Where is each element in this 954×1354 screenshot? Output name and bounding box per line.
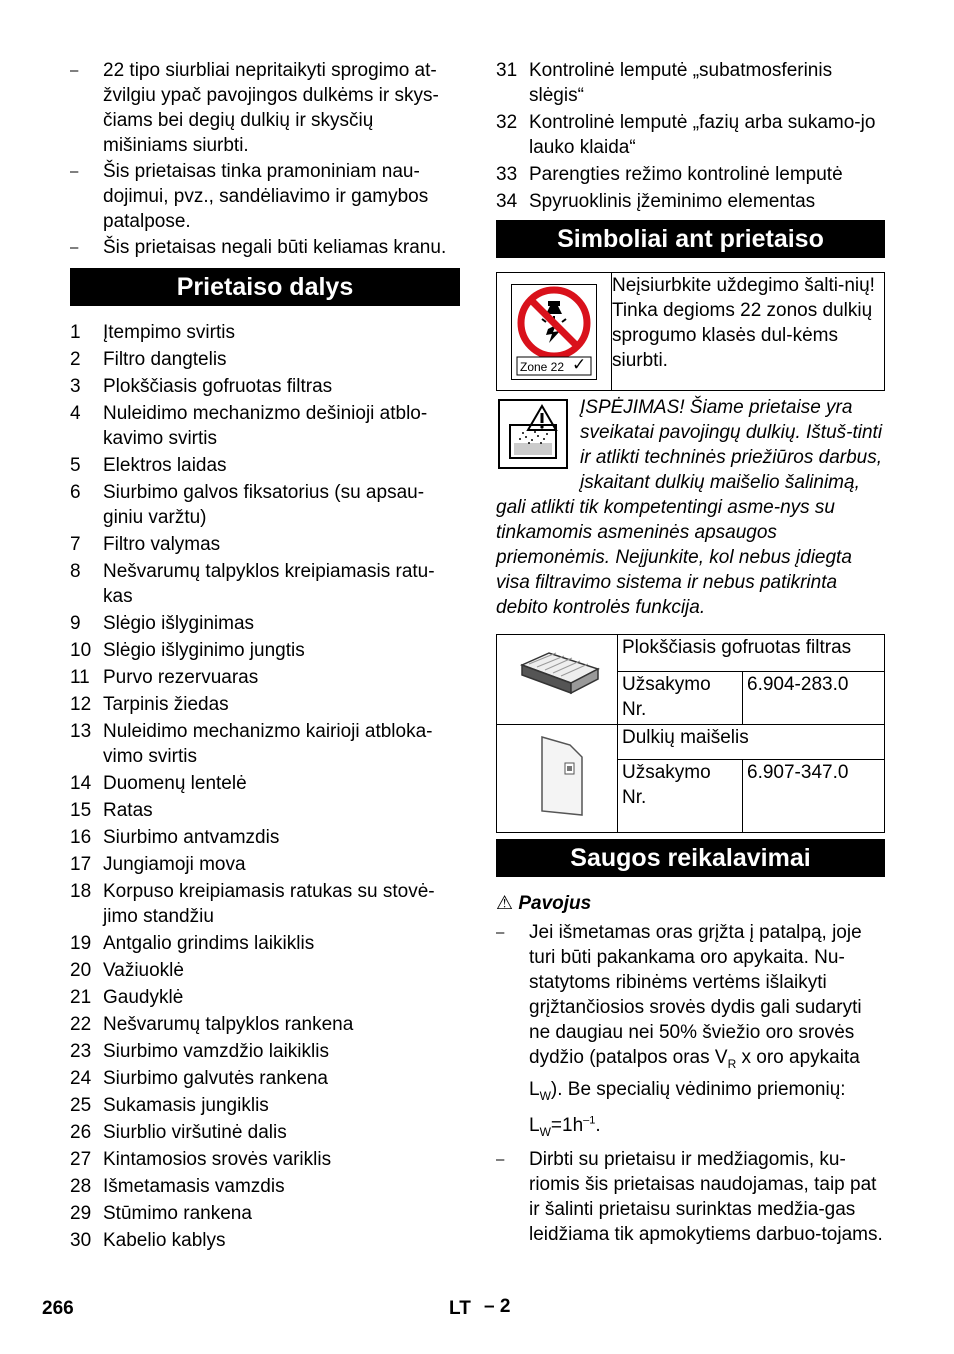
part-label: Siurbimo vamzdžio laikiklis: [103, 1041, 329, 1062]
parts-list-item: [70, 532, 460, 557]
page-number: 266: [42, 1298, 74, 1319]
part-number: 12: [70, 694, 92, 715]
parts-list-item: [70, 1228, 460, 1253]
language-code: LT: [449, 1298, 471, 1319]
zone22-symbol-cell: [497, 273, 612, 391]
dust-bag-order-label: Užsakymo Nr.: [618, 760, 743, 833]
part-label: Siurbimo antvamzdis: [103, 827, 280, 848]
part-number: 33: [496, 164, 518, 185]
part-label: Važiuoklė: [103, 960, 184, 981]
section-heading-parts: Prietaiso dalys: [70, 268, 460, 306]
part-number: 11: [70, 667, 90, 688]
parts-list-item: [70, 1039, 460, 1064]
part-label: Kontrolinė lemputė „subatmosferinis slėgis“: [529, 60, 833, 106]
part-number: 18: [70, 881, 92, 902]
dust-bag-order-number: 6.907-347.0: [743, 760, 885, 833]
part-label: Slėgio išlyginimas: [103, 613, 255, 634]
parts-list-item: [70, 611, 460, 636]
flat-filter-name: Plokščiasis gofruotas filtras: [618, 635, 885, 672]
part-label: Kontrolinė lemputė „fazių arba sukamo-jo lauko klaida“: [529, 112, 876, 158]
part-number: 14: [70, 773, 92, 794]
part-label: Nešvarumų talpyklos rankena: [103, 1014, 354, 1035]
part-number: 16: [70, 827, 92, 848]
parts-list-item: [70, 1201, 460, 1226]
parts-list-item: [70, 692, 460, 717]
part-label: Parengties režimo kontrolinė lemputė: [529, 164, 843, 185]
zone22-symbol-text: Neįsiurbkite uždegimo šalti-nių! Tinka degioms 22 zonos dulkių sprogumo klasės dul-kėms siurbti.: [612, 273, 885, 391]
part-label: Tarpinis žiedas: [103, 694, 229, 715]
checkmark-icon: ✓: [572, 355, 587, 374]
part-number: 2: [70, 349, 81, 370]
parts-list-item: [70, 401, 460, 451]
parts-list-item: [70, 771, 460, 796]
parts-list-item: [70, 1174, 460, 1199]
zone22-sign-icon: [511, 284, 597, 380]
right-column: [496, 58, 885, 1248]
parts-list: [70, 320, 460, 1253]
part-label: Įtempimo svirtis: [103, 322, 235, 343]
warning-text: ĮSPĖJIMAS! Šiame prietaise yra sveikatai pavojingų dulkių. Ištuš-tinti ir atlikti techninės priežiūros darbus, įskaitant dulkių maišelio šalinimą, gali atlikti tik kompetentingi asme-nys su tinkamomis asmeninės apsaugos priemonėmis. Neįjunkite, kol nebus įdiegta visa filtravimo sistema ir nebus patikrinta debito kontrolės funkcija.: [496, 397, 883, 618]
parts-list-item: [496, 162, 885, 187]
parts-list-item: [70, 347, 460, 372]
part-label: Slėgio išlyginimo jungtis: [103, 640, 305, 661]
hazardous-dust-icon: [498, 399, 568, 469]
part-number: 8: [70, 561, 81, 582]
part-number: 24: [70, 1068, 92, 1089]
section-heading-safety: Saugos reikalavimai: [496, 839, 885, 877]
part-number: 7: [70, 534, 81, 555]
part-label: Korpuso kreipiamasis ratukas su stovė-jimo standžiu: [103, 881, 435, 927]
intro-list: [70, 58, 460, 260]
dust-bag-name: Dulkių maišelis: [618, 725, 885, 760]
parts-list-item: [70, 320, 460, 345]
parts-list-item: [70, 559, 460, 609]
parts-list-item: [70, 1012, 460, 1037]
flat-filter-order-number: 6.904-283.0: [743, 672, 885, 725]
part-label: Gaudyklė: [103, 987, 184, 1008]
part-number: 9: [70, 613, 81, 634]
part-number: 21: [70, 987, 92, 1008]
part-label: Nuleidimo mechanizmo dešinioji atblo-kavimo svirtis: [103, 403, 428, 449]
parts-list-item: [496, 110, 885, 160]
part-number: 19: [70, 933, 92, 954]
part-number: 13: [70, 721, 92, 742]
section-heading-symbols: Simboliai ant prietaiso: [496, 220, 885, 258]
part-label: Siurblio viršutinė dalis: [103, 1122, 287, 1143]
parts-list-item: [70, 638, 460, 663]
parts-list-item: [70, 985, 460, 1010]
parts-list-item: [70, 879, 460, 929]
part-number: 32: [496, 112, 518, 133]
part-label: Išmetamasis vamzdis: [103, 1176, 285, 1197]
flat-pleated-filter-image: [497, 635, 618, 725]
part-number: 15: [70, 800, 92, 821]
part-number: 1: [70, 322, 81, 343]
part-label: Sukamasis jungiklis: [103, 1095, 269, 1116]
flat-filter-icon: [497, 635, 617, 717]
part-label: Elektros laidas: [103, 455, 227, 476]
parts-list-item: [70, 1066, 460, 1091]
part-label: Nuleidimo mechanizmo kairioji atbloka-vimo svirtis: [103, 721, 433, 767]
parts-list-item: [70, 453, 460, 478]
left-column: [70, 58, 460, 1255]
parts-list-item: [496, 189, 885, 214]
part-label: Siurbimo galvos fiksatorius (su apsau-giniu varžtu): [103, 482, 425, 528]
dust-warning: [496, 395, 885, 620]
part-label: Nešvarumų talpyklos kreipiamasis ratu-kas: [103, 561, 435, 607]
parts-list-item: [70, 1093, 460, 1118]
part-label: Filtro valymas: [103, 534, 221, 555]
intro-item: – 22 tipo siurbliai nepritaikyti sprogimo at-žvilgiu ypač pavojingos dulkėms ir skys-čiams bei degių dulkių ir skysčių mišiniams siurbti.: [70, 60, 439, 156]
section-page-number: – 2: [484, 1296, 511, 1317]
flat-filter-order-label: Užsakymo Nr.: [618, 672, 743, 725]
parts-list-item: [70, 1147, 460, 1172]
part-label: Purvo rezervuaras: [103, 667, 259, 688]
parts-list-item: [496, 58, 885, 108]
part-number: 22: [70, 1014, 92, 1035]
part-number: 27: [70, 1149, 92, 1170]
part-number: 6: [70, 482, 81, 503]
parts-list-item: [70, 480, 460, 530]
part-label: Jungiamoji mova: [103, 854, 246, 875]
part-number: 34: [496, 191, 518, 212]
part-number: 3: [70, 376, 81, 397]
part-number: 29: [70, 1203, 92, 1224]
safety-item: – Dirbti su prietaisu ir medžiagomis, ku-riomis šis prietaisas naudojamas, taip pat ir šalinti prietaisu surinktas medžia-gas leidžiama tik apmokytiems darbuo-tojams.: [496, 1148, 883, 1245]
symbol-table: [496, 272, 885, 391]
part-number: 28: [70, 1176, 92, 1197]
part-number: 26: [70, 1122, 92, 1143]
part-number: 30: [70, 1230, 92, 1251]
intro-item: – Šis prietaisas tinka pramoniniam nau-dojimui, pvz., sandėliavimo ir gamybos patalpose.: [70, 161, 429, 232]
part-number: 5: [70, 455, 81, 476]
part-label: Filtro dangtelis: [103, 349, 227, 370]
parts-list-item: [70, 958, 460, 983]
part-number: 25: [70, 1095, 92, 1116]
parts-list-item: [70, 1120, 460, 1145]
part-number: 4: [70, 403, 81, 424]
parts-list-item: [70, 798, 460, 823]
parts-list-item: [70, 719, 460, 769]
part-label: Antgalio grindims laikiklis: [103, 933, 315, 954]
dust-bag-image: [497, 725, 618, 833]
part-label: Spyruoklinis įžeminimo elementas: [529, 191, 816, 212]
safety-item-text: Jei išmetamas oras grįžta į patalpą, joje turi būti pakankama oro apykaita. Nu-statytoms ribinėms vertėms išlaikyti grįžtančiosios srovės dydis gali sudaryti ne daugiau nei 50% šviežio oro srovės dydžio (patalpos oras $V_R$ x oro apykaita $L_W$). Be specialių vėdinimo priemonių: $L_W=1h^{-1}$.: [529, 922, 862, 1139]
parts-list-continued: [496, 58, 885, 214]
part-label: Stūmimo rankena: [103, 1203, 252, 1224]
danger-label: ⚠ Pavojus: [496, 893, 592, 914]
part-label: Ratas: [103, 800, 153, 821]
accessory-table: [496, 634, 885, 833]
parts-list-item: [70, 825, 460, 850]
part-label: Duomenų lentelė: [103, 773, 247, 794]
zone22-label: Zone 22: [520, 360, 565, 374]
parts-list-item: [70, 374, 460, 399]
part-label: Kabelio kablys: [103, 1230, 226, 1251]
part-label: Siurbimo galvutės rankena: [103, 1068, 328, 1089]
warning-triangle-icon: ⚠: [496, 893, 514, 914]
part-number: 23: [70, 1041, 92, 1062]
parts-list-item: [70, 931, 460, 956]
part-number: 20: [70, 960, 92, 981]
parts-list-item: [70, 665, 460, 690]
intro-item: – Šis prietaisas negali būti keliamas kranu.: [70, 237, 447, 258]
part-number: 31: [496, 60, 518, 81]
dust-bag-icon: [497, 725, 617, 825]
part-label: Kintamosios srovės variklis: [103, 1149, 332, 1170]
safety-item: – Jei išmetamas oras grįžta į patalpą, joje turi būti pakankama oro apykaita. Nu-statytoms ribinėms vertėms išlaikyti grįžtančiosios srovės dydis gali sudaryti ne daugiau nei 50% šviežio oro srovės dydžio (patalpos oras $V_R$ x oro apykaita $L_W$). Be specialių vėdinimo priemonių: $L_W=1h^{-1}$.: [496, 922, 862, 1139]
parts-list-item: [70, 852, 460, 877]
part-label: Plokščiasis gofruotas filtras: [103, 376, 333, 397]
safety-item-text: Dirbti su prietaisu ir medžiagomis, ku-riomis šis prietaisas naudojamas, taip pat ir šalinti prietaisu surinktas medžia-gas leidžiama tik apmokytiems darbuo-tojams.: [529, 1148, 883, 1245]
part-number: 10: [70, 640, 92, 661]
part-number: 17: [70, 854, 92, 875]
